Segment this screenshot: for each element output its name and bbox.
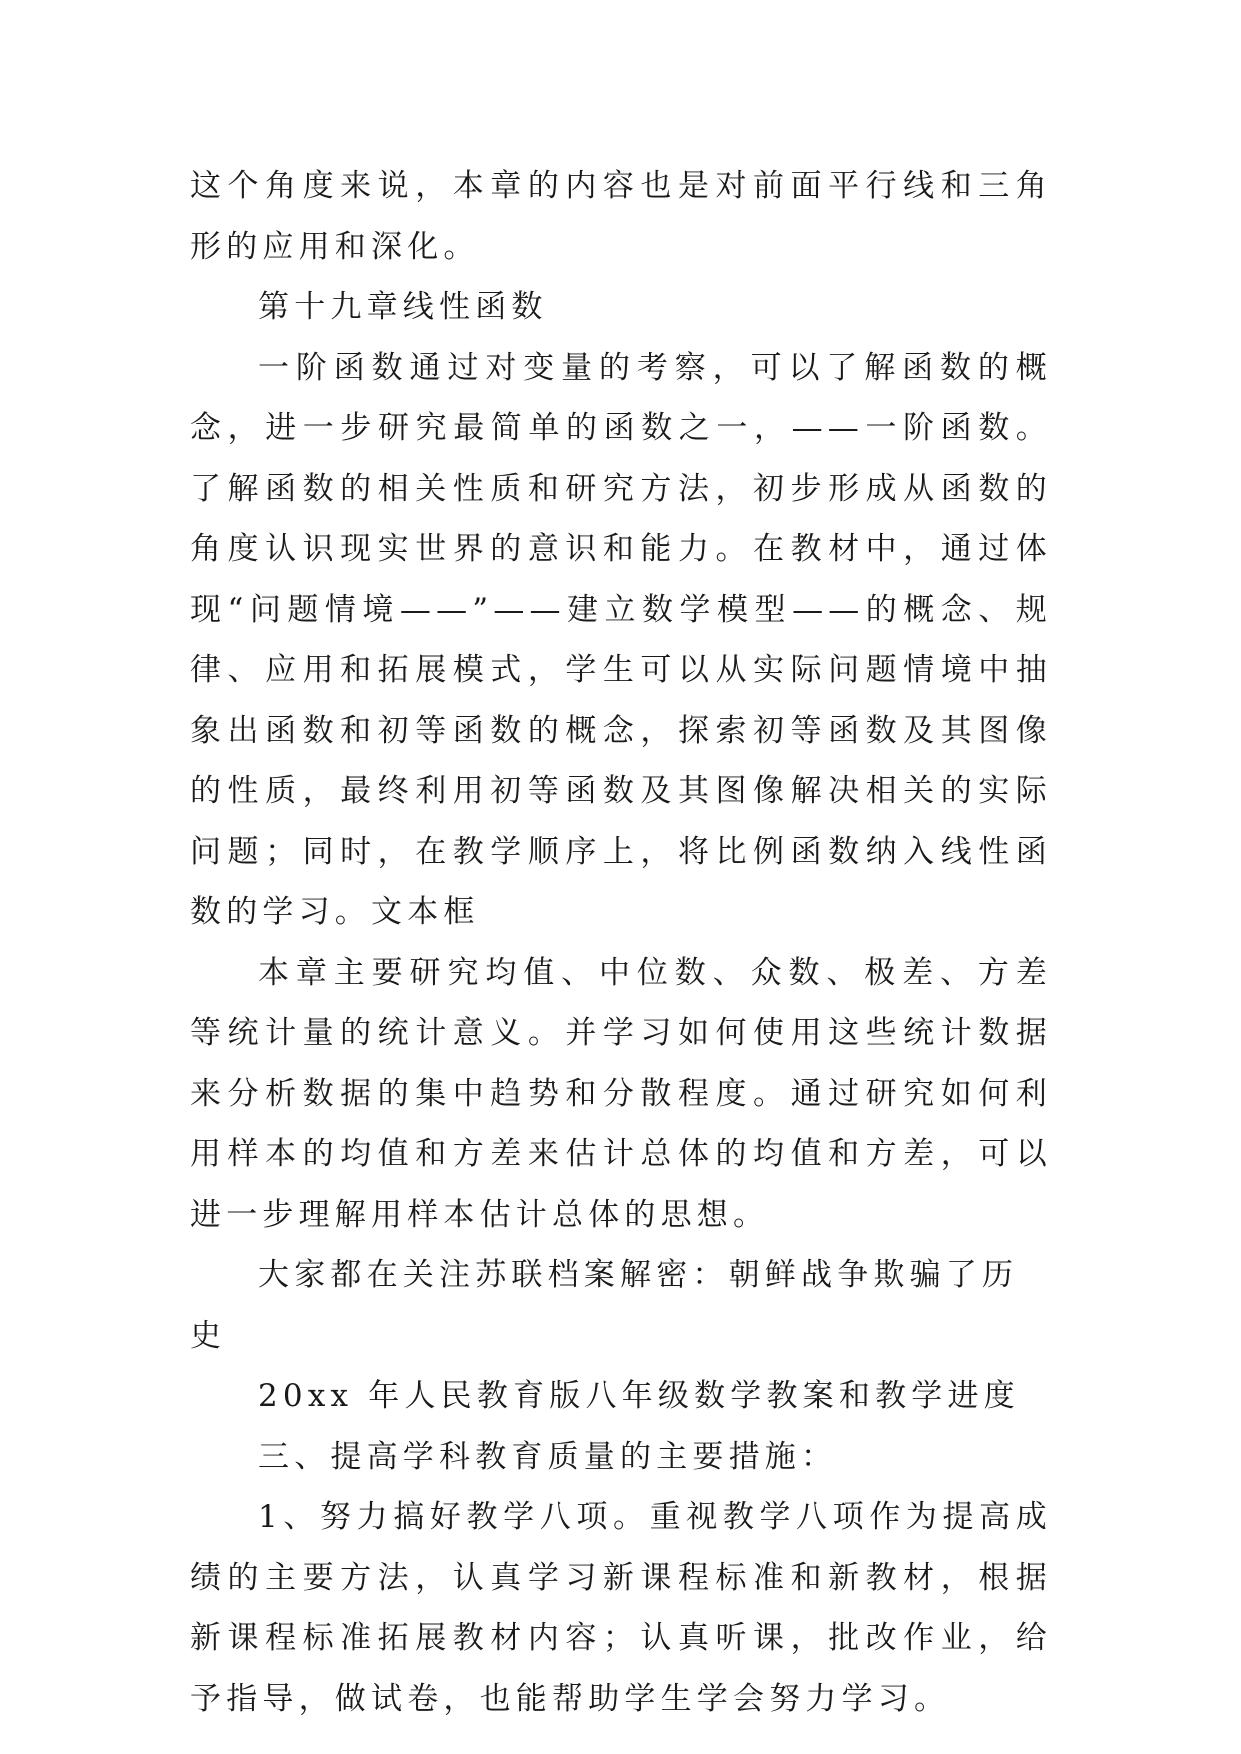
paragraph-linear-function: 一阶函数通过对变量的考察，可以了解函数的概念，进一步研究最简单的函数之一，——一阶函数。了解函数的相关性质和研究方法，初步形成从函数的角度认识现实世界的意识和能力。在教材中，通过体现“问题情境——”——建立数学模型——的概念、规律、应用和拓展模式，学生可以从实际问题情境中抽象出函数和初等函数的概念，探索初等函数及其图像的性质，最终利用初等函数及其图像解决相关的实际问题；同时，在教学顺序上，将比例函数纳入线性函数的学习。文本框 xyxy=(190,349,1052,930)
paragraph-statistics: 本章主要研究均值、中位数、众数、极差、方差等统计量的统计意义。并学习如何使用这些统计数据来分析数据的集中趋势和分散程度。通过研究如何利用样本的均值和方差来估计总体的均值和方差，可以进一步理解用样本估计总体的思想。 xyxy=(190,954,1052,1233)
chapter-heading: 第十九章线性函数 xyxy=(258,289,548,325)
document-page xyxy=(190,156,1052,1729)
related-link-teaching-plan[interactable]: 20xx 年人民教育版八年级数学教案和教学进度 xyxy=(258,1378,1020,1414)
paragraph-continuation: 这个角度来说，本章的内容也是对前面平行线和三角形的应用和深化。 xyxy=(190,168,1052,265)
paragraph-measure-one: 1、努力搞好教学八项。重视教学八项作为提高成绩的主要方法，认真学习新课程标准和新教材，根据新课程标准拓展教材内容；认真听课，批改作业，给予指导，做试卷，也能帮助学生学会努力学习。 xyxy=(190,1499,1052,1717)
related-link-soviet-archives[interactable]: 大家都在关注苏联档案解密：朝鲜战争欺骗了历史 xyxy=(190,1257,1019,1354)
section-heading-measures: 三、提高学科教育质量的主要措施： xyxy=(258,1438,838,1475)
